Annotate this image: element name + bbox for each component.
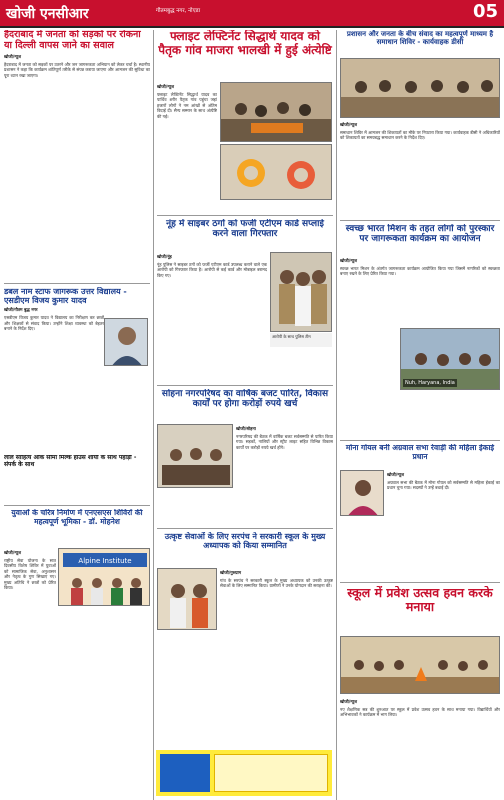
right-story-4-head xyxy=(340,586,500,634)
right-story-3-head xyxy=(340,444,500,466)
byline: खोजी/न्यूज xyxy=(4,550,22,555)
article-body: स्वच्छ भारत मिशन के अंतर्गत जागरूकता कार्यक्रम आयोजित किया गया जिसमें नागरिकों को स्वच्छता बनाए रखने के लिए प्रेरित किया गया। xyxy=(340,266,500,277)
story-divider xyxy=(157,528,333,529)
headline: फ्लाइट लेफ्टिनेंट सिद्धार्थ यादव को पैतृक गांव माजरा भालखी में हुई अंत्येष्टि xyxy=(158,30,332,57)
byline: खोजी/सोहना xyxy=(236,426,256,431)
headline: युवाओं के चरित्र निर्माण में एनएसएस शिविरों की महत्वपूर्ण भूमिका - डॉ. मोहनेश xyxy=(11,509,143,526)
article-body: फ्लाइट लेफ्टिनेंट सिद्धार्थ यादव का पार्थिव शरीर पैतृक गांव पहुंचा जहां हजारों लोगों ने नम आंखों से अंतिम विदाई दी। सैन्य सम्मान के साथ अंत्येष्टि की गई। xyxy=(157,92,217,119)
edition-meta: गौतमबुद्ध नगर, नोएडा xyxy=(156,8,201,14)
masthead xyxy=(0,0,504,26)
right-story-2-head xyxy=(340,224,500,254)
story-divider xyxy=(157,385,333,386)
right-story-2 xyxy=(340,256,500,326)
headline: नूंह में साइबर ठगों को फर्जी एटीएम कार्ड सप्लाई करने वाला गिरफ्तार xyxy=(166,219,324,240)
left-story-2-caption xyxy=(4,455,150,481)
headline: उत्कृष्ट सेवाओं के लिए सरपंच ने सरकारी स्कूल के मुख्य अध्यापक को किया सम्मानित xyxy=(164,532,326,551)
center-story-3 xyxy=(236,424,333,524)
left-story-3-head xyxy=(4,509,150,549)
story-divider xyxy=(4,283,150,284)
story-divider xyxy=(340,220,500,221)
center-story-2 xyxy=(157,252,267,382)
byline: खोजी/न्यूज xyxy=(4,53,22,59)
byline: खोजी/न्यूज xyxy=(340,122,358,127)
article-body: हैदराबाद में जनता को सड़कों पर उतरने और जन जागरूकता अभियान को लेकर चर्चा है। स्थानीय प्रशासन ने कहा कि कार्यक्रम शांतिपूर्ण तरीके से संपन्न कराया जाएगा और आमजन की सुविधा का पूरा ध्यान रखा जाएगा। xyxy=(4,61,150,78)
story-divider xyxy=(4,505,150,506)
banner-text: Alpine Institute xyxy=(78,557,132,565)
article-body: नूंह पुलिस ने साइबर ठगों को फर्जी एटीएम कार्ड उपलब्ध कराने वाले एक आरोपी को गिरफ्तार किया है। आरोपी से कई कार्ड और मोबाइल बरामद किए गए। xyxy=(157,262,267,278)
havan-photo xyxy=(340,636,500,694)
article-body: अग्रवाल सभा की बैठक में मोना गोयल को सर्वसम्मति से महिला ईकाई का प्रधान चुना गया। सदस्यों ने उन्हें बधाई दी। xyxy=(387,480,500,491)
masthead-rule xyxy=(0,26,504,28)
center-lead-head xyxy=(157,30,333,80)
column-divider xyxy=(153,30,154,800)
caption-headline: लाल साहित्य ओक सीमा मिल्क हाउस शायी के साथ पहाड़ी - संपर्क के साथ xyxy=(4,455,137,468)
left-lead-story xyxy=(4,30,150,280)
story-divider xyxy=(157,215,333,216)
headline: स्वच्छ भारत मिशन के तहत लोगों को पुरस्कार पर जागरूकता कार्यक्रम का आयोजन xyxy=(345,224,495,245)
headline: प्रशासन और जनता के बीच संवाद का महत्वपूर्ण माध्यम है समाधान शिविर - कार्यवाहक डीसी xyxy=(346,30,494,47)
photo-location-overlay: Nuh, Haryana, India xyxy=(405,380,455,386)
advertisement-banner xyxy=(156,750,332,796)
center-story-4-head xyxy=(157,532,333,566)
police-photo xyxy=(270,252,332,332)
byline: खोजी/नूंह xyxy=(157,254,172,259)
byline: खोजी/गुरुग्राम xyxy=(220,570,242,575)
wreath-photo xyxy=(220,144,332,200)
byline: खोजी/गौतम बुद्ध नगर xyxy=(4,307,38,313)
center-story-4 xyxy=(220,568,333,746)
funeral-photo xyxy=(220,82,332,142)
page-number: 05 xyxy=(472,1,498,22)
byline: खोजी/न्यूज xyxy=(157,84,175,89)
article-body: समाधान शिविर में आमजन की शिकायतों का मौके पर निपटारा किया गया। कार्यवाहक डीसी ने अधिकारियों को शिकायतों का समयबद्ध समाधान करने के निर्देश दिए। xyxy=(340,130,500,141)
article-body: नए शैक्षणिक सत्र की शुरुआत पर स्कूल में प्रवेश उत्सव हवन के साथ मनाया गया। विद्यार्थियों और अभिभावकों ने कार्यक्रम में भाग लिया। xyxy=(340,707,500,718)
honour-photo xyxy=(157,568,217,630)
center-story-2-head xyxy=(157,219,333,249)
article-body: गांव के सरपंच ने सरकारी स्कूल के मुख्य अध्यापक को उनकी उत्कृष्ट सेवाओं के लिए सम्मानित किया। ग्रामीणों ने उनके योगदान की सराहना की। xyxy=(220,578,333,589)
column-divider xyxy=(336,30,337,800)
council-meeting-photo xyxy=(157,424,233,488)
article-body: नगरपरिषद की बैठक में वार्षिक बजट सर्वसम्मति से पारित किया गया। सड़कों, नालियों और स्ट्रीट लाइट सहित विभिन्न विकास कार्यों पर करोड़ों रुपये खर्च होंगे। xyxy=(236,434,333,450)
samadhan-shivir-photo xyxy=(340,58,500,118)
headline: सोहना नगरपरिषद का वार्षिक बजट पारित, विकास कार्यों पर होगा करोड़ों रुपये खर्च xyxy=(161,389,329,410)
byline: खोजी/न्यूज xyxy=(340,699,358,704)
headline: स्कूल में प्रवेश उत्सव हवन करके मनाया xyxy=(347,586,493,615)
headline: हैदराबाद में जनता को सड़कों पर रोकना या दिल्ली वापस जाने का सवाल xyxy=(4,30,141,51)
nss-camp-photo xyxy=(58,548,150,606)
left-story-3 xyxy=(4,548,56,798)
center-lead-story xyxy=(157,82,217,212)
portrait-photo xyxy=(104,318,148,366)
article-body: एसडीएम विजय कुमार यादव ने विद्यालय का निरीक्षण कर छात्रों और शिक्षकों से संवाद किया। उन्होंने शिक्षा व्यवस्था को बेहतर बनाने के निर्देश दिए। xyxy=(4,315,104,332)
photo-caption: आरोपी के साथ पुलिस टीम xyxy=(270,333,332,347)
byline: खोजी/न्यूज xyxy=(340,258,358,263)
headline: मोना गोयल बनी अग्रवाल सभा रेवाड़ी की महिला ईकाई प्रधान xyxy=(345,444,495,461)
center-story-3-head xyxy=(157,389,333,421)
story-divider xyxy=(340,440,500,441)
ad-image xyxy=(160,754,210,792)
headline: डबल नाम स्टाफ जागरूक उत्तर विद्यालय - एसडीएम विजय कुमार यादव xyxy=(4,287,127,306)
ad-text-panel xyxy=(214,754,328,792)
right-story-4 xyxy=(340,697,500,797)
newspaper-logo: खोजी एनसीआर xyxy=(6,6,89,22)
swachh-bharat-photo xyxy=(400,328,500,390)
article-body: राष्ट्रीय सेवा योजना के सात दिवसीय विशेष शिविर में युवाओं को सामाजिक सेवा, अनुशासन और नेतृत्व के गुण सिखाए गए। मुख्य अतिथि ने छात्रों को प्रेरित किया। xyxy=(4,558,56,591)
story-divider xyxy=(340,582,500,583)
byline: खोजी/न्यूज xyxy=(387,472,405,477)
mona-goyal-portrait xyxy=(340,470,384,516)
right-story-3 xyxy=(387,470,500,550)
right-lead-head xyxy=(340,30,500,56)
right-lead-story xyxy=(340,120,500,218)
